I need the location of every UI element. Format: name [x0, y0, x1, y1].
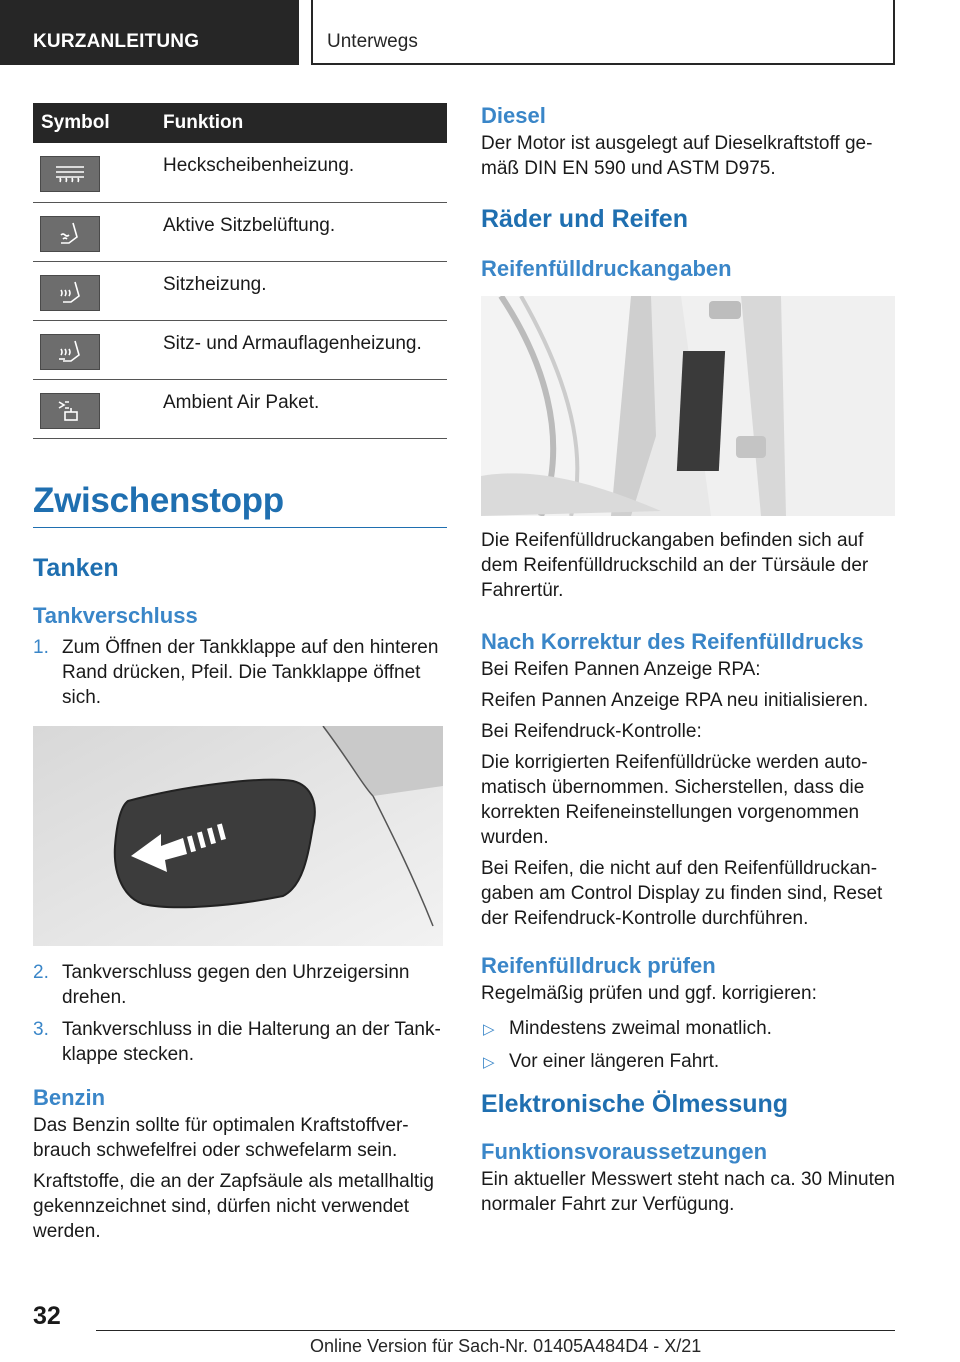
heading-raeder-und-reifen: Räder und Reifen	[481, 205, 688, 233]
list-item	[33, 635, 447, 710]
heading-reifenfuelldruck-pruefen: Reifenfülldruck prüfen	[481, 953, 716, 978]
list-item	[33, 960, 447, 1010]
step-number: 1.	[33, 636, 49, 658]
left-column	[33, 103, 447, 1244]
bullet-list	[481, 1016, 895, 1074]
heading-diesel: Diesel	[481, 103, 546, 128]
page-number: 32	[33, 1302, 61, 1330]
paragraph-korrektur-5: Bei Reifen, die nicht auf den Reifenfülldruckangaben am Control Display zu finden sind, Reset der Reifendruck-Kontrolle durchführen.	[481, 858, 883, 929]
list-item	[481, 1016, 895, 1041]
function-text: Sitz- und Armauflagenheizung.	[163, 320, 447, 379]
paragraph-funktion: Ein aktueller Messwert steht nach ca. 30 Minuten normaler Fahrt zur Verfügung.	[481, 1169, 895, 1215]
seat-heating-icon	[40, 275, 100, 311]
column-header-function: Funktion	[163, 103, 447, 143]
seat-armrest-heating-icon	[40, 334, 100, 370]
paragraph-korrektur-3: Bei Reifendruck-Kontrolle:	[481, 721, 702, 742]
footer-text: Online Version für Sach-Nr. 01405A484D4 - X/21	[310, 1336, 702, 1356]
triangle-bullet-icon: ▷	[483, 1054, 495, 1071]
steps-list	[33, 635, 447, 710]
section-tab: KURZANLEITUNG	[0, 0, 299, 65]
table-row	[33, 143, 447, 202]
table-row	[33, 202, 447, 261]
heading-tanken: Tanken	[33, 553, 119, 582]
door-pillar-photo	[481, 296, 895, 516]
function-text: Sitzheizung.	[163, 261, 447, 320]
heading-benzin: Benzin	[33, 1084, 106, 1110]
seat-ventilation-icon	[40, 216, 100, 252]
step-text: Tankverschluss in die Halterung an der Tankklappe stecken.	[62, 1018, 441, 1065]
bullet-text: Vor einer längeren Fahrt.	[509, 1051, 720, 1072]
function-text: Aktive Sitzbelüftung.	[163, 202, 447, 261]
steps-list-continued	[33, 960, 447, 1067]
paragraph-benzin-1: Das Benzin sollte für optimalen Kraftstoffverbrauch schwefelfrei oder schwefelarm sein.	[33, 1114, 409, 1161]
paragraph-pruefen: Regelmäßig prüfen und ggf. korrigieren:	[481, 983, 817, 1004]
heading-tankverschluss: Tankverschluss	[33, 602, 198, 628]
heading-zwischenstopp: Zwischenstopp	[33, 481, 447, 528]
chapter-title: Unterwegs	[311, 0, 895, 65]
function-text: Heckscheibenheizung.	[163, 143, 447, 202]
step-number: 2.	[33, 961, 49, 983]
column-header-symbol: Symbol	[33, 103, 163, 143]
bullet-text: Mindestens zweimal monatlich.	[509, 1018, 772, 1039]
fuel-flap-photo	[33, 726, 443, 946]
table-row	[33, 379, 447, 438]
function-text: Ambient Air Paket.	[163, 379, 447, 438]
paragraph-reifen: Die Reifenfülldruckangaben befinden sich auf dem Reifenfülldruckschild an der Türsäule der Fahrertür.	[481, 530, 869, 601]
step-text: Tankverschluss gegen den Uhrzeigersinn drehen.	[62, 961, 410, 1008]
heading-reifenfuelldruckangaben: Reifenfülldruckangaben	[481, 256, 732, 281]
triangle-bullet-icon: ▷	[483, 1021, 495, 1038]
footer-divider	[96, 1330, 895, 1331]
table-header-row	[33, 103, 447, 143]
list-item	[33, 1017, 447, 1067]
paragraph-korrektur-2: Reifen Pannen Anzeige RPA neu initialisieren.	[481, 690, 869, 711]
heading-nach-korrektur: Nach Korrektur des Reifenfülldrucks	[481, 629, 864, 654]
table-row	[33, 261, 447, 320]
paragraph-korrektur-4: Die korrigierten Reifenfülldrücke werden automatisch übernommen. Sicherstellen, dass die korrekten Reifeneinstellungen vorgenommen wurden.	[481, 752, 868, 848]
right-column	[481, 103, 895, 1217]
paragraph-korrektur-1: Bei Reifen Pannen Anzeige RPA:	[481, 659, 761, 680]
symbol-table	[33, 103, 447, 439]
step-number: 3.	[33, 1018, 49, 1040]
list-item	[481, 1049, 895, 1074]
table-row	[33, 320, 447, 379]
heading-elektronische-oelmessung: Elektronische Ölmessung	[481, 1090, 789, 1118]
paragraph-benzin-2: Kraftstoffe, die an der Zapfsäule als metallhaltig gekennzeichnet sind, dürfen nicht verwendet werden.	[33, 1170, 434, 1242]
step-text: Zum Öffnen der Tankklappe auf den hinteren Rand drücken, Pfeil. Die Tankklappe öffnet sich.	[62, 636, 439, 708]
heading-funktionsvoraussetzungen: Funktionsvoraussetzungen	[481, 1139, 768, 1164]
paragraph-diesel: Der Motor ist ausgelegt auf Dieselkraftstoff gemäß DIN EN 590 und ASTM D975.	[481, 133, 873, 179]
ambient-air-icon	[40, 393, 100, 429]
rear-window-defrost-icon	[40, 156, 100, 192]
